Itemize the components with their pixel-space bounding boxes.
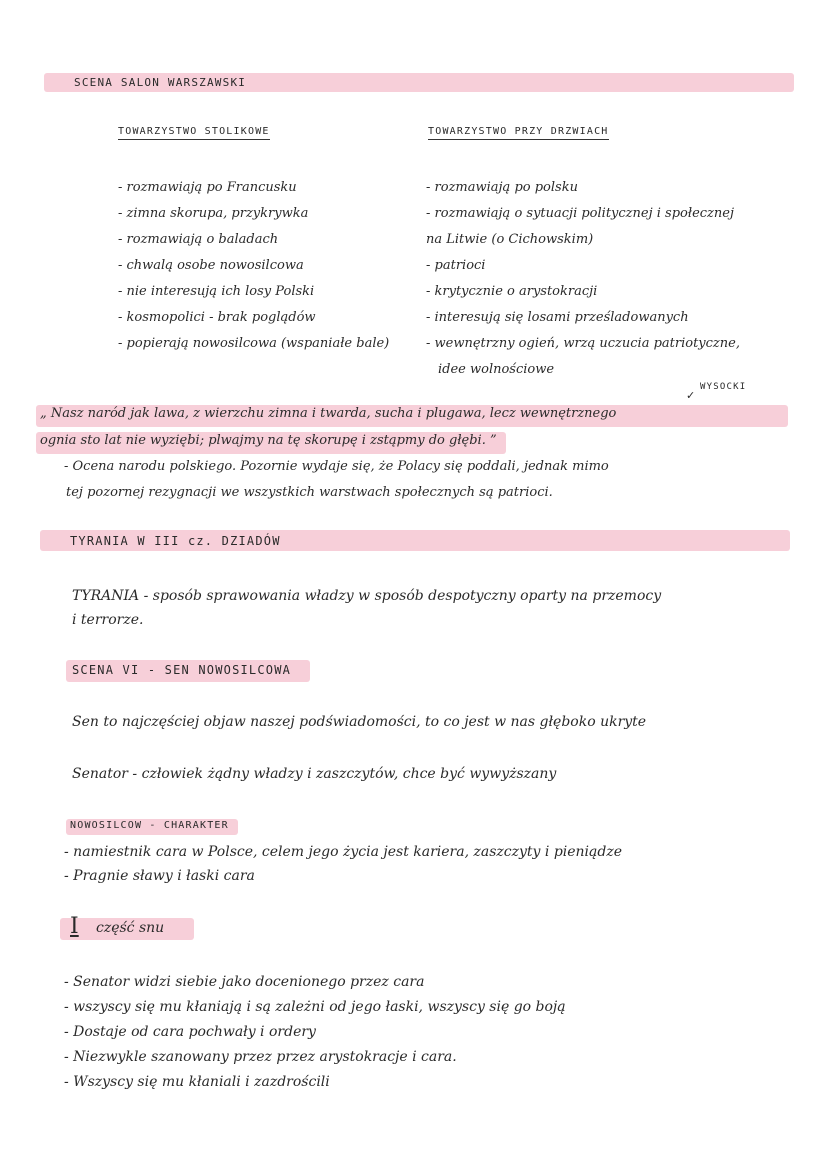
list-item: - krytycznie o arystokracji [426, 284, 598, 299]
charakter-title: NOWOSILCOW - CHARAKTER [70, 820, 229, 831]
list-item: na Litwie (o Cichowskim) [426, 232, 594, 247]
tyrania-definition-2: i terrorze. [72, 612, 144, 628]
list-item: - patrioci [426, 258, 486, 273]
list-item: - Niezwykle szanowany przez przez arystokracje i cara. [64, 1049, 457, 1065]
tyrania-definition-1: TYRANIA - sposób sprawowania władzy w sposób despotyczny oparty na przemocy [72, 588, 662, 604]
list-item: - popierają nowosilcowa (wspaniałe bale) [118, 336, 390, 351]
list-item: - rozmawiają po Francusku [118, 180, 297, 195]
quote-note-2: tej pozornej rezygnacji we wszystkich warstwach społecznych są patrioci. [66, 485, 553, 500]
scena-vi-title: SCENA VI - SEN NOWOSILCOWA [72, 663, 292, 677]
list-item: - Dostaje od cara pochwały i ordery [64, 1024, 316, 1040]
charakter-line-1: - namiestnik cara w Polsce, celem jego życia jest kariera, zaszczyty i pieniądze [64, 844, 623, 860]
czesc-snu-list [64, 970, 566, 1095]
scena-vi-line-1: Sen to najczęściej objaw naszej podświadomości, to co jest w nas głęboko ukryte [72, 714, 647, 730]
tyrania-title: TYRANIA W III cz. DZIADÓW [70, 534, 281, 548]
list-item: - Senator widzi siebie jako docenionego przez cara [64, 974, 425, 990]
right-column-list [426, 175, 740, 383]
charakter-line-2: - Pragnie sławy i łaski cara [64, 868, 255, 884]
list-item: - Wszyscy się mu kłaniali i zazdrościli [64, 1074, 330, 1090]
list-item: - wszyscy się mu kłaniają i są zależni od jego łaski, wszyscy się go boją [64, 999, 566, 1015]
quote-line-1: „ Nasz naród jak lawa, z wierzchu zimna i twarda, sucha i plugawa, lecz wewnętrznego [40, 406, 617, 421]
list-item: - wewnętrzny ogień, wrzą uczucia patriotyczne, [426, 336, 740, 351]
annotation-arrow-icon: ✓ [686, 389, 696, 402]
quote-annotation: WYSOCKI [700, 382, 747, 392]
list-item: - interesują się losami prześladowanych [426, 310, 689, 325]
czesc-snu-numeral: I [70, 914, 79, 939]
list-item: - chwalą osobe nowosilcowa [118, 258, 304, 273]
list-item: - zimna skorupa, przykrywka [118, 206, 309, 221]
list-item: - rozmawiają o baladach [118, 232, 279, 247]
quote-note-1: - Ocena narodu polskiego. Pozornie wydaje się, że Polacy się poddali, jednak mimo [64, 459, 609, 474]
scene-salon-title: SCENA SALON WARSZAWSKI [74, 76, 247, 89]
list-item: idee wolnościowe [438, 362, 555, 377]
list-item: - rozmawiają po polsku [426, 180, 578, 195]
list-item: - nie interesują ich losy Polski [118, 284, 315, 299]
quote-line-2: ognia sto lat nie wyziębi; plwajmy na tę skorupę i zstąpmy do głębi. ” [40, 433, 497, 448]
czesc-snu-title: część snu [96, 920, 165, 936]
left-column-heading: TOWARZYSTWO STOLIKOWE [118, 126, 270, 140]
left-column-list [118, 175, 389, 357]
list-item: - rozmawiają o sytuacji politycznej i społecznej [426, 206, 735, 221]
scena-vi-line-2: Senator - człowiek żądny władzy i zaszczytów, chce być wywyższany [72, 766, 557, 782]
list-item: - kosmopolici - brak poglądów [118, 310, 316, 325]
right-column-heading: TOWARZYSTWO PRZY DRZWIACH [428, 126, 609, 140]
